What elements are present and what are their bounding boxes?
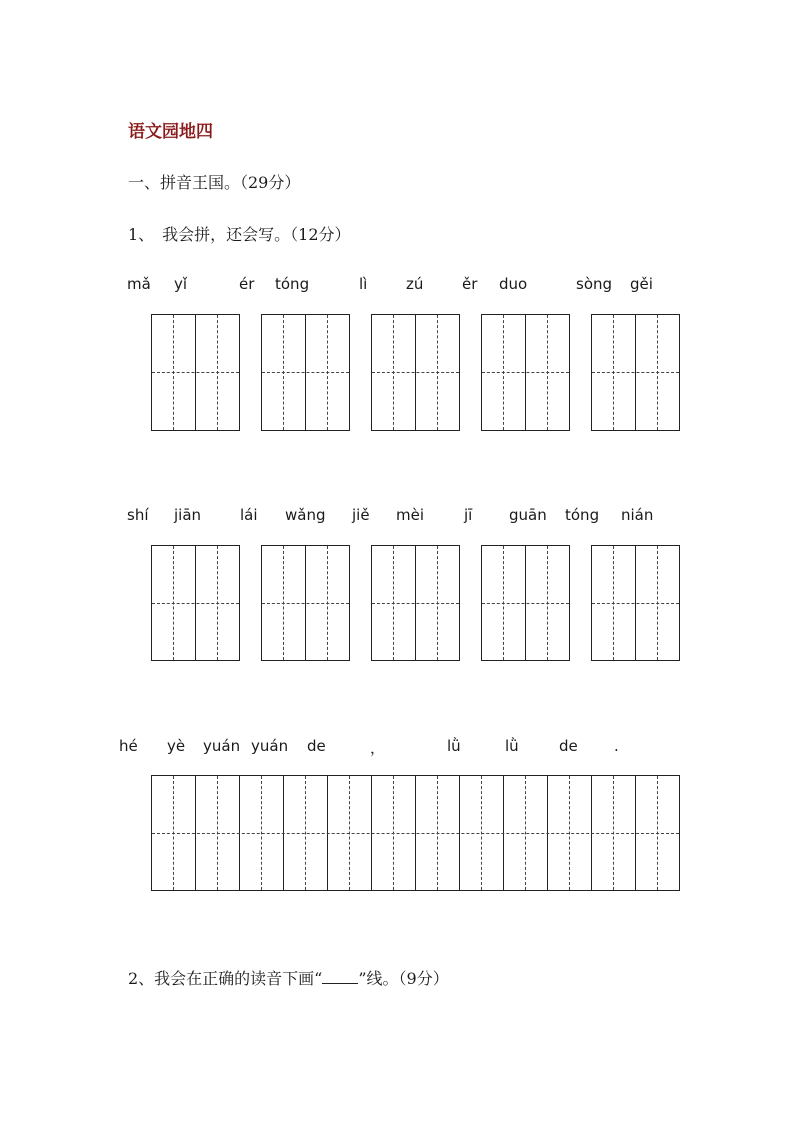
pinyin-word: tóng [565, 506, 600, 524]
pinyin-word: yè [167, 737, 186, 755]
pinyin-word: de [559, 737, 578, 755]
pinyin-word: ěr [462, 275, 478, 293]
writing-box[interactable] [261, 545, 350, 661]
writing-box[interactable] [371, 314, 460, 431]
pinyin-word: sòng [576, 275, 613, 293]
pinyin-word: hé [119, 737, 138, 755]
pinyin-word: tóng [275, 275, 310, 293]
pinyin-word: ér [239, 275, 255, 293]
pinyin-word: jiān [174, 506, 202, 524]
question-2-heading [128, 966, 449, 989]
writing-box[interactable] [591, 314, 680, 431]
writing-box[interactable] [151, 545, 240, 661]
pinyin-word: jiě [352, 506, 370, 524]
writing-box[interactable] [371, 545, 460, 661]
question-1-heading: 1、 我会拼，还会写。（12分） [128, 225, 351, 244]
pinyin-word: yǐ [174, 275, 188, 293]
pinyin-word: zú [406, 275, 424, 293]
pinyin-word: wǎng [285, 506, 326, 524]
underline-sample [322, 969, 358, 984]
writing-box[interactable] [481, 314, 570, 431]
punctuation-period: . [614, 737, 619, 755]
sentence-writing-grid[interactable] [151, 775, 680, 891]
pinyin-word: shí [127, 506, 149, 524]
pinyin-word: lǜ [447, 737, 461, 755]
pinyin-word: guān [509, 506, 547, 524]
writing-box[interactable] [481, 545, 570, 661]
pinyin-word: lì [359, 275, 368, 293]
pinyin-word: nián [621, 506, 654, 524]
pinyin-word: lái [240, 506, 258, 524]
page-title: 语文园地四 [128, 122, 213, 142]
punctuation-comma: ， [370, 739, 386, 757]
pinyin-word: mǎ [127, 275, 151, 293]
writing-box[interactable] [261, 314, 350, 431]
pinyin-word: yuán [203, 737, 241, 755]
pinyin-word: yuán [251, 737, 289, 755]
pinyin-word: duo [499, 275, 528, 293]
writing-box[interactable] [591, 545, 680, 661]
question-2-text-after: ”线。（9分） [358, 969, 449, 988]
pinyin-word: lǜ [505, 737, 519, 755]
pinyin-word: jī [464, 506, 473, 524]
pinyin-word: de [307, 737, 326, 755]
pinyin-word: gěi [630, 275, 653, 293]
pinyin-word: mèi [396, 506, 425, 524]
section-1-heading: 一、拼音王国。（29分） [128, 173, 301, 192]
writing-box[interactable] [151, 314, 240, 431]
question-2-text-before: 2、我会在正确的读音下画“ [128, 969, 323, 988]
